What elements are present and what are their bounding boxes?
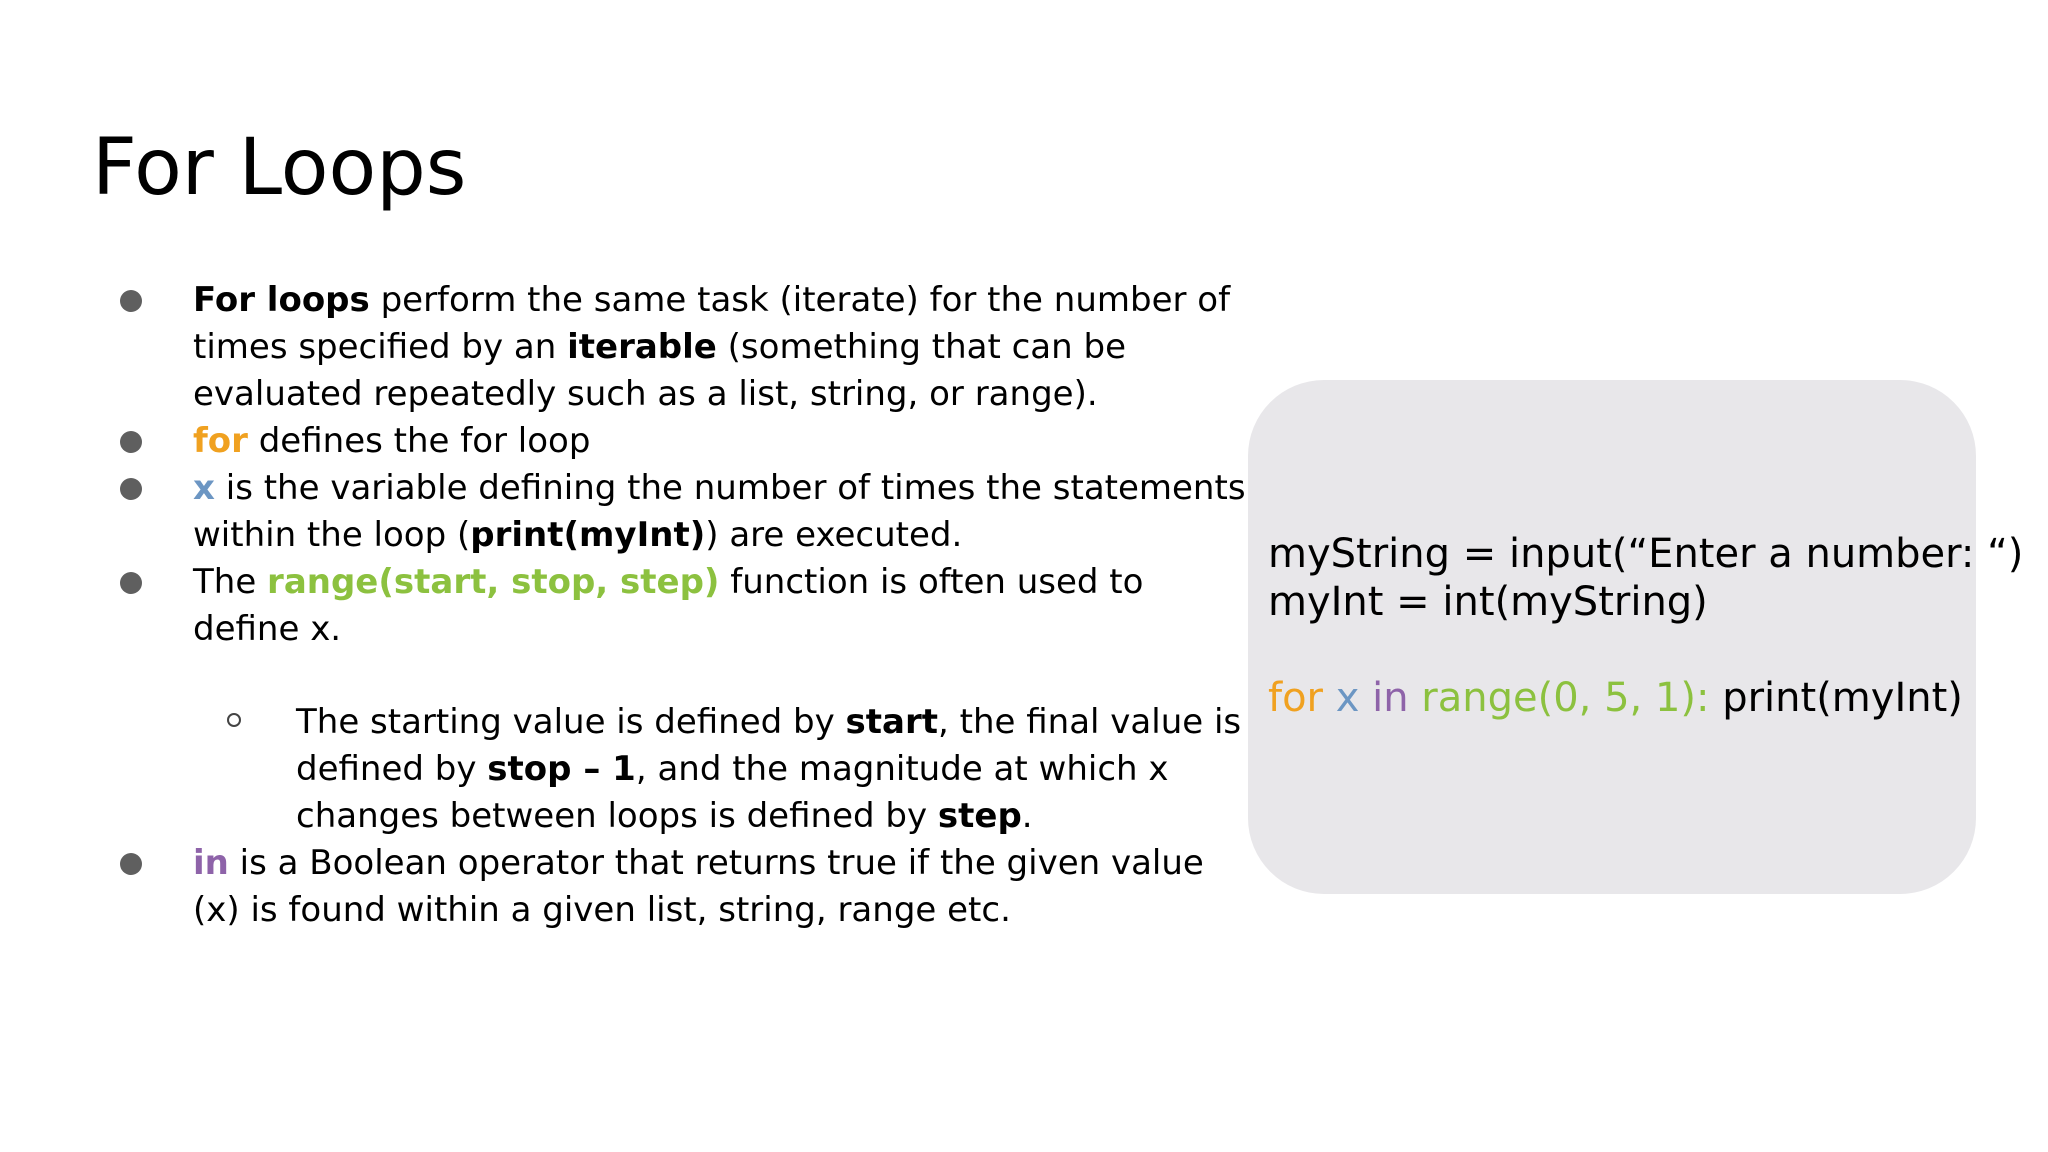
- bullet-text: , the final value is defined by: [296, 702, 1242, 789]
- bullet-item-range: [110, 559, 1250, 653]
- code-line-for: [1268, 674, 2023, 722]
- code-print-call: print(myInt): [1722, 675, 1963, 721]
- code-block: [1268, 530, 2023, 722]
- bullet-text: is the variable defining the number of times the statements within the loop (: [193, 468, 1246, 555]
- sub-bullet-ring: [227, 713, 241, 727]
- bullet-dot: [120, 853, 142, 875]
- bullet-item-for-loops: [110, 277, 1250, 418]
- term-iterable: iterable: [567, 327, 717, 367]
- bullet-list: [110, 277, 1250, 934]
- code-line-input: myString = input(“Enter a number: “): [1268, 531, 2024, 577]
- term-step: step: [937, 796, 1022, 836]
- bullet-text: defines the for loop: [247, 421, 591, 461]
- bullet-text: function is often used to define x.: [193, 562, 1144, 649]
- code-space: [1323, 675, 1336, 721]
- bullet-dot: [120, 431, 142, 453]
- bullet-text: ) are executed.: [705, 515, 963, 555]
- term-print-myint: print(myInt): [470, 515, 706, 555]
- code-example-box: [1248, 380, 2024, 894]
- keyword-range: range(start, stop, step): [267, 562, 720, 602]
- bullet-item-for-keyword: [110, 418, 1250, 465]
- term-for-loops: For loops: [193, 280, 370, 320]
- keyword-x: x: [193, 468, 215, 508]
- bullet-text: The starting value is defined by: [296, 702, 846, 742]
- keyword-for: for: [193, 421, 248, 461]
- bullet-dot: [120, 572, 142, 594]
- keyword-in: in: [193, 843, 229, 883]
- bullet-text: .: [1021, 796, 1033, 836]
- bullet-text: The: [193, 562, 268, 602]
- bullet-text: , and the magnitude at which x changes between loops is defined by: [296, 749, 1169, 836]
- bullet-text: is a Boolean operator that returns true if the given value (x) is found within a given list, string, range etc.: [193, 843, 1204, 930]
- slide-title: For Loops: [92, 123, 467, 213]
- bullet-text: perform the same task (iterate) for the number of times specified by an: [193, 280, 1231, 367]
- bullet-dot: [120, 478, 142, 500]
- code-keyword-in: in: [1372, 675, 1409, 721]
- bullet-text: (something that can be evaluated repeatedly such as a list, string, or range).: [193, 327, 1126, 414]
- code-keyword-for: for: [1268, 675, 1323, 721]
- bullet-dot: [120, 290, 142, 312]
- term-stop-minus-1: stop – 1: [487, 749, 636, 789]
- term-start: start: [845, 702, 939, 742]
- code-variable-x: x: [1335, 675, 1360, 721]
- code-line-int: myInt = int(myString): [1268, 579, 1708, 625]
- bullet-item-in-operator: [110, 840, 1250, 934]
- sub-bullet-item-range-params: [110, 699, 1250, 840]
- code-space: [1409, 675, 1422, 721]
- code-blank-line: [1268, 626, 2023, 674]
- bullet-item-x-variable: [110, 465, 1250, 559]
- sub-bullet-list: [110, 699, 1250, 840]
- code-range-call: range(0, 5, 1):: [1421, 675, 1710, 721]
- code-space: [1359, 675, 1372, 721]
- code-space: [1710, 675, 1723, 721]
